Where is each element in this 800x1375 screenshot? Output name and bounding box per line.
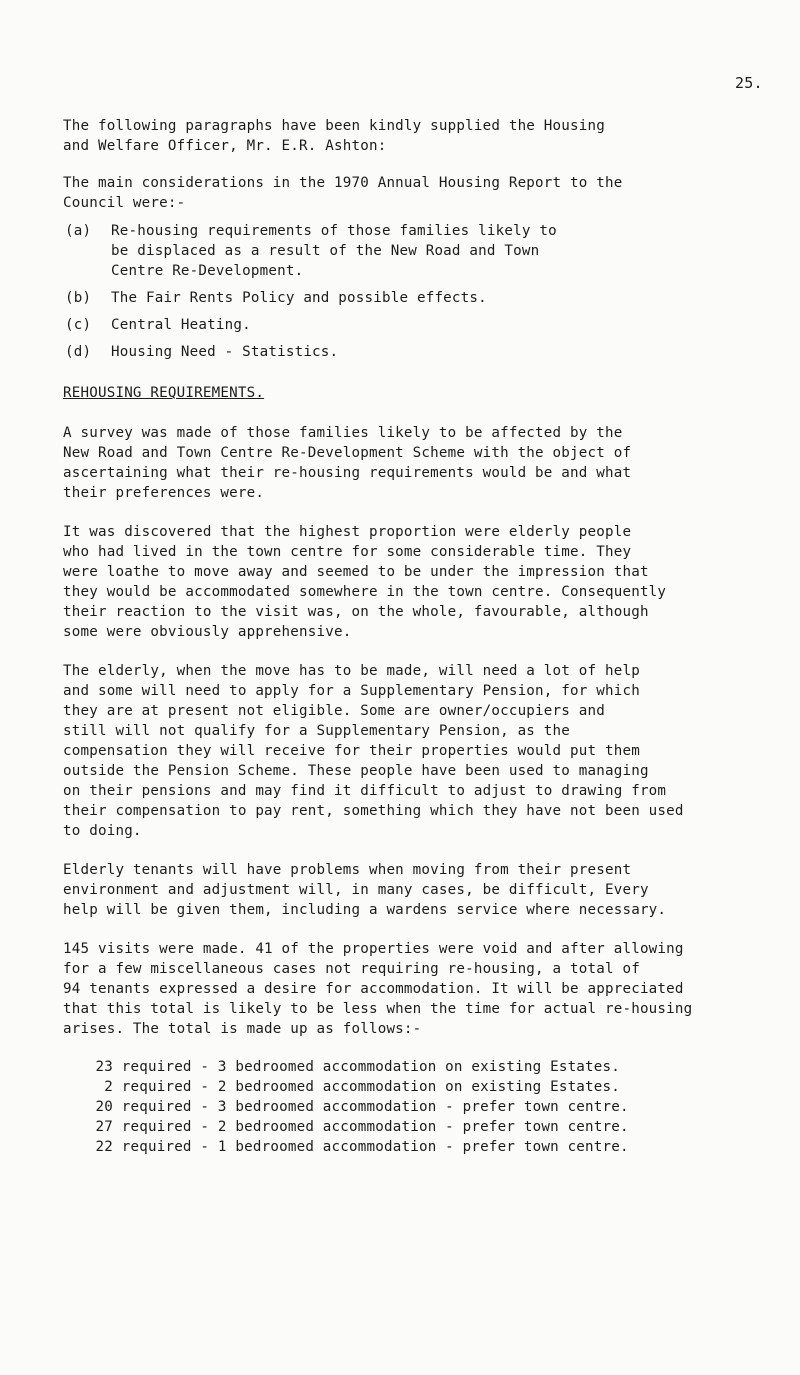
tenants-paragraph: Elderly tenants will have problems when moving from their present environment and adjustment will, in many cases, be difficult, Every help will be given them, including a wardens service where necessary. <box>63 862 667 918</box>
document-body <box>63 116 753 1157</box>
consideration-label: (c) <box>65 317 92 333</box>
requirement-text: required - 2 bedroomed accommodation - prefer town centre. <box>113 1119 629 1135</box>
requirement-count: 27 <box>95 1119 113 1135</box>
findings-paragraph: It was discovered that the highest proportion were elderly people who had lived in the town centre for some considerable time. They were loathe to move away and seemed to be under the impression that they would be accommodated somewhere in the town centre. Consequently their reaction to the visit was, on the whole, favourable, although some were obviously apprehensive. <box>63 524 667 640</box>
requirement-count: 23 <box>95 1059 113 1075</box>
requirement-count: 22 <box>95 1139 113 1155</box>
intro-paragraph: The following paragraphs have been kindly supplied the Housing and Welfare Officer, Mr. E.R. Ashton: <box>63 118 605 154</box>
requirement-text: required - 2 bedroomed accommodation on existing Estates. <box>113 1079 621 1095</box>
requirement-row <box>83 1097 753 1117</box>
consideration-item <box>65 315 753 335</box>
requirement-text: required - 1 bedroomed accommodation - prefer town centre. <box>113 1139 629 1155</box>
consideration-label: (d) <box>65 344 92 360</box>
requirement-row <box>83 1077 753 1097</box>
consideration-text: Housing Need - Statistics. <box>111 344 339 360</box>
consideration-item <box>65 221 753 281</box>
consideration-text: Re-housing requirements of those families likely to be displaced as a result of the New Road and Town Centre Re-Development. <box>111 223 557 279</box>
page-number: 25. <box>735 74 763 92</box>
requirement-count: 2 <box>104 1079 113 1095</box>
requirement-count: 20 <box>95 1099 113 1115</box>
section-heading: REHOUSING REQUIREMENTS. <box>63 385 265 401</box>
elderly-paragraph: The elderly, when the move has to be made, will need a lot of help and some will need to apply for a Supplementary Pension, for which they are at present not eligible. Some are owner/occupiers and still will not qualify for a Supplementary Pension, as the compensation they will receive for their properties would put them outside the Pension Scheme. These people have been used to managing on their pensions and may find it difficult to adjust to drawing from their compensation to pay rent, something which they have not been used to doing. <box>63 663 684 839</box>
requirement-text: required - 3 bedroomed accommodation - prefer town centre. <box>113 1099 629 1115</box>
visits-paragraph: 145 visits were made. 41 of the properties were void and after allowing for a few miscellaneous cases not requiring re-housing, a total of 94 tenants expressed a desire for accommodation. It will be appreciated that this total is likely to be less when the time for actual re-housing arises. The total is made up as follows:- <box>63 941 693 1037</box>
requirement-row <box>83 1137 753 1157</box>
requirement-row <box>83 1117 753 1137</box>
consideration-item <box>65 288 753 308</box>
requirement-row <box>83 1057 753 1077</box>
considerations-lead: The main considerations in the 1970 Annual Housing Report to the Council were:- <box>63 175 623 211</box>
requirements-list <box>83 1057 753 1157</box>
consideration-text: Central Heating. <box>111 317 251 333</box>
consideration-label: (a) <box>65 223 92 239</box>
considerations-list <box>63 221 753 362</box>
consideration-label: (b) <box>65 290 92 306</box>
consideration-item <box>65 342 753 362</box>
survey-paragraph: A survey was made of those families likely to be affected by the New Road and Town Centre Re-Development Scheme with the object of ascertaining what their re-housing requirements would be and what their preferences were. <box>63 425 632 501</box>
requirement-text: required - 3 bedroomed accommodation on existing Estates. <box>113 1059 621 1075</box>
consideration-text: The Fair Rents Policy and possible effects. <box>111 290 487 306</box>
